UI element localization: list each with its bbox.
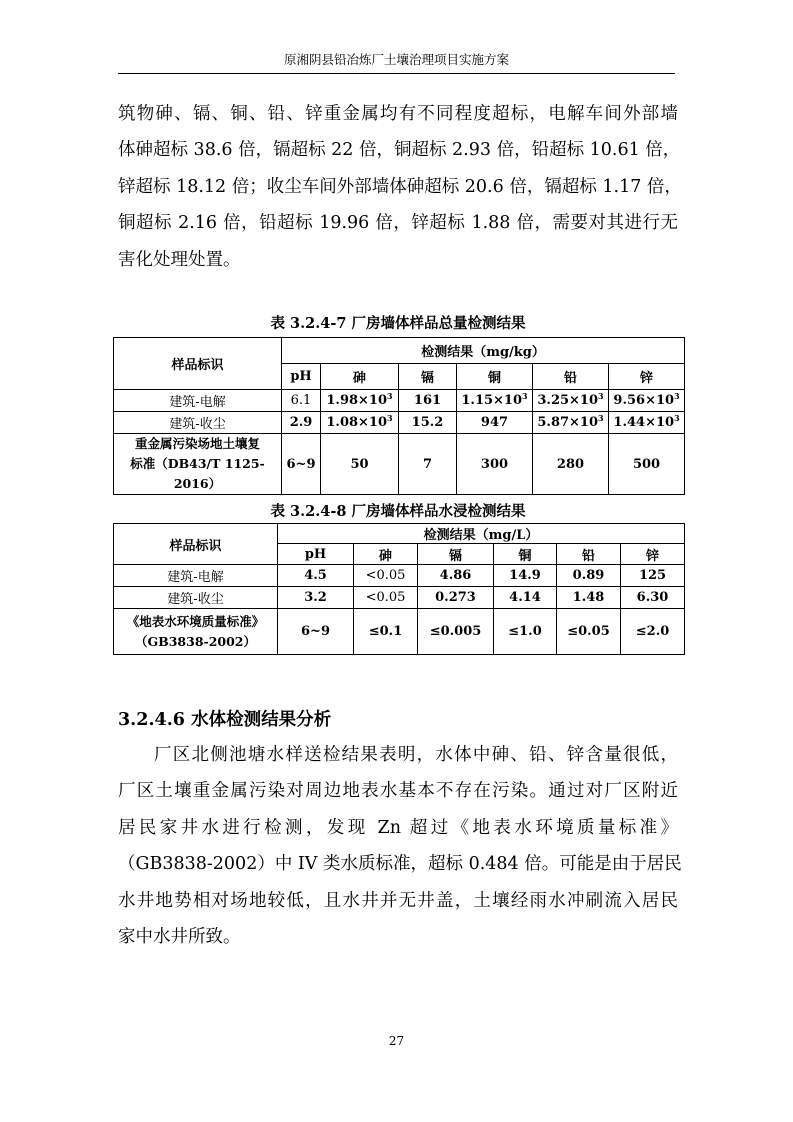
results-group-header: 检测结果（mg/L） — [278, 524, 685, 544]
table-wall-leaching-results — [113, 523, 685, 655]
paragraph-water-analysis — [118, 737, 682, 955]
paragraph-wall-exceedance — [118, 96, 682, 278]
paragraph-line: 厂区北侧池塘水样送检结果表明，水体中砷、铅、锌含量很低， — [154, 745, 678, 765]
cadmium-value: 4.86 — [418, 565, 494, 587]
standard-value: 50 — [321, 434, 399, 495]
column-header: 镉 — [418, 544, 494, 565]
column-header: 砷 — [354, 544, 418, 565]
row-label: 建筑-电解 — [114, 390, 282, 412]
header-divider — [118, 73, 675, 74]
copper-value: 4.14 — [494, 587, 557, 609]
table2-caption: 表 3.2.4-8 厂房墙体样品水浸检测结果 — [270, 503, 526, 520]
zinc-value: 6.30 — [621, 587, 685, 609]
ph-value: 3.2 — [278, 587, 354, 609]
paragraph-line: 锌超标 18.12 倍；收尘车间外部墙体砷超标 20.6 倍，镉超标 1.17 倍， — [118, 176, 682, 197]
lead-value: 0.89 — [557, 565, 621, 587]
paragraph-line: 体砷超标 38.6 倍，镉超标 22 倍，铜超标 2.93 倍，铅超标 10.61 倍， — [118, 140, 681, 161]
paragraph-line: 家中水井所致。 — [118, 927, 241, 948]
column-header: pH — [278, 544, 354, 565]
column-header: 铜 — [457, 364, 533, 390]
standard-value: 6~9 — [278, 609, 354, 655]
standard-value: ≤1.0 — [494, 609, 557, 655]
lead-value: 1.48 — [557, 587, 621, 609]
copper-value: $1.15\times 10^3$ — [457, 390, 533, 412]
zinc-value: $1.44\times 10^3$ — [609, 412, 685, 434]
table-row-standard — [114, 434, 685, 495]
page-header-title: 原湘阴县铅冶炼厂土壤治理项目实施方案 — [283, 52, 509, 67]
sample-id-header: 样品标识 — [114, 338, 282, 390]
paragraph-line: 害化处理处置。 — [118, 249, 241, 270]
section-heading: 3.2.4.6 水体检测结果分析 — [118, 710, 332, 730]
column-header: 锌 — [609, 364, 685, 390]
page-number: 27 — [388, 1034, 405, 1048]
table-row — [114, 412, 685, 434]
column-header: 铜 — [494, 544, 557, 565]
standard-value: ≤0.005 — [418, 609, 494, 655]
standard-value: 300 — [457, 434, 533, 495]
row-label: 建筑-电解 — [114, 565, 278, 587]
sample-id-header: 样品标识 — [114, 524, 278, 565]
arsenic-value: <0.05 — [354, 587, 418, 609]
copper-value: 947 — [457, 412, 533, 434]
results-group-header: 检测结果（mg/kg） — [282, 338, 685, 364]
table-row-standard — [114, 609, 685, 655]
column-header: 铅 — [533, 364, 609, 390]
column-header: 铅 — [557, 544, 621, 565]
arsenic-value: $1.08\times 10^3$ — [321, 412, 399, 434]
standard-value: 280 — [533, 434, 609, 495]
ph-value: 2.9 — [282, 412, 321, 434]
copper-value: 14.9 — [494, 565, 557, 587]
standard-value: ≤2.0 — [621, 609, 685, 655]
table1-caption: 表 3.2.4-7 厂房墙体样品总量检测结果 — [270, 315, 526, 332]
lead-value: $3.25\times 10^3$ — [533, 390, 609, 412]
standard-value: 6~9 — [282, 434, 321, 495]
paragraph-line: （GB3838-2002）中 IV 类水质标准，超标 0.484 倍。可能是由于居民 — [118, 854, 682, 875]
standard-value: ≤0.05 — [557, 609, 621, 655]
table-row — [114, 390, 685, 412]
column-header: 砷 — [321, 364, 399, 390]
paragraph-line: 筑物砷、镉、铜、铅、锌重金属均有不同程度超标，电解车间外部墙 — [118, 104, 678, 124]
cadmium-value: 0.273 — [418, 587, 494, 609]
cadmium-value: 15.2 — [399, 412, 457, 434]
standard-label: 重金属污染场地土壤复 标准（DB43/T 1125-2016） — [114, 434, 282, 495]
table-wall-total-results — [113, 337, 685, 495]
paragraph-line: 居民家井水进行检测，发现 Zn 超过《地表水环境质量标准》 — [118, 817, 678, 838]
paragraph-line: 厂区土壤重金属污染对周边地表水基本不存在污染。通过对厂区附近 — [118, 781, 678, 802]
table-row — [114, 587, 685, 609]
row-label: 建筑-收尘 — [114, 412, 282, 434]
lead-value: $5.87\times 10^3$ — [533, 412, 609, 434]
standard-value: ≤0.1 — [354, 609, 418, 655]
paragraph-line: 水井地势相对场地较低，且水井并无井盖，土壤经雨水冲刷流入居民 — [118, 890, 678, 911]
row-label: 建筑-收尘 — [114, 587, 278, 609]
paragraph-line: 铜超标 2.16 倍，铅超标 19.96 倍，锌超标 1.88 倍，需要对其进行无 — [118, 213, 678, 234]
standard-value: 7 — [399, 434, 457, 495]
column-header: 锌 — [621, 544, 685, 565]
column-header: pH — [282, 364, 321, 390]
table-row — [114, 565, 685, 587]
arsenic-value: $1.98\times 10^3$ — [321, 390, 399, 412]
ph-value: 4.5 — [278, 565, 354, 587]
zinc-value: $9.56\times 10^3$ — [609, 390, 685, 412]
zinc-value: 125 — [621, 565, 685, 587]
standard-label: 《地表水环境质量标准》 （GB3838-2002） — [114, 609, 278, 655]
column-header: 镉 — [399, 364, 457, 390]
standard-value: 500 — [609, 434, 685, 495]
cadmium-value: 161 — [399, 390, 457, 412]
ph-value: 6.1 — [282, 390, 321, 412]
arsenic-value: <0.05 — [354, 565, 418, 587]
